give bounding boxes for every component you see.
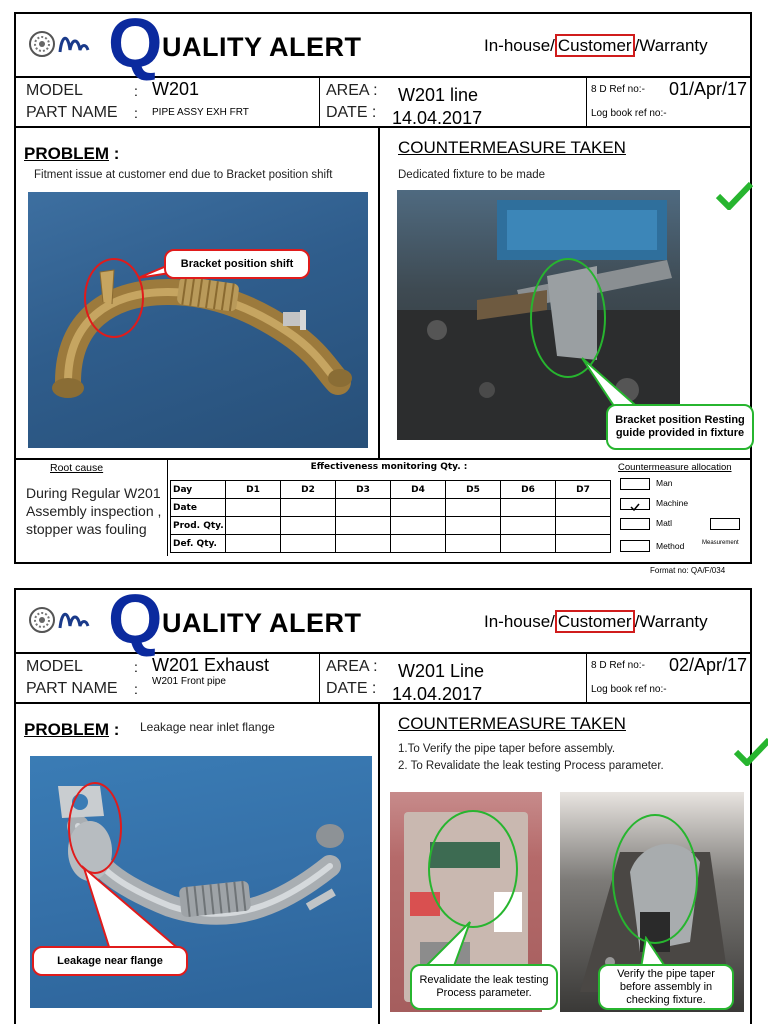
problem-photo-pipe — [28, 192, 368, 448]
countermeasure-step-1: 1.To Verify the pipe taper before assembly. — [398, 743, 616, 755]
part-name-value: PIPE ASSY EXH FRT — [152, 107, 249, 118]
problem-heading: PROBLEM : — [24, 720, 120, 739]
check-mark-icon — [732, 736, 768, 766]
table-cell — [226, 499, 281, 517]
allocation-title: Countermeasure allocation — [618, 462, 732, 473]
colon: : — [134, 659, 138, 675]
company-logo — [28, 28, 98, 60]
exhaust-pipe-drawing — [28, 192, 368, 448]
countermeasure-section — [380, 704, 754, 1024]
problem-callout: Leakage near flange — [32, 946, 188, 976]
allocation-checkbox-measurement — [710, 518, 740, 530]
area-label: AREA : — [326, 82, 378, 99]
problem-section — [16, 704, 380, 1024]
date-value: 14.04.2017 — [392, 684, 483, 704]
problem-description: Leakage near inlet flange — [140, 720, 275, 734]
countermeasure-heading: COUNTERMEASURE TAKEN — [398, 714, 626, 733]
table-cell — [336, 499, 391, 517]
table-cell — [391, 499, 446, 517]
table-row — [171, 535, 611, 553]
logbook-ref-label: Log book ref no:- — [591, 684, 667, 695]
area-value: W201 Line — [398, 661, 485, 681]
allocation-label: Matl — [656, 518, 673, 528]
allocation-label: Machine — [656, 498, 689, 508]
problem-section — [16, 128, 380, 458]
countermeasure-highlight-ring — [612, 814, 698, 944]
logbook-ref-label: Log book ref no:- — [591, 108, 667, 119]
table-header: D4 — [391, 481, 446, 499]
root-cause-cell — [16, 460, 168, 556]
scope-warranty: /Warranty — [634, 612, 708, 631]
row-label: Def. Qty. — [171, 535, 226, 553]
colon: : — [134, 105, 138, 121]
part-name-value: W201 Front pipe — [152, 676, 226, 687]
date-label: DATE : — [326, 680, 377, 697]
monitoring-section — [16, 458, 750, 556]
colon: : — [134, 681, 138, 697]
table-cell — [391, 535, 446, 553]
table-cell — [336, 517, 391, 535]
area-value: W201 line — [398, 85, 479, 105]
countermeasure-callout: Bracket position Resting guide provided in fixture — [606, 404, 754, 450]
effectiveness-table — [170, 480, 611, 553]
8d-ref-value: 01/Apr/17 — [669, 79, 748, 99]
table-cell — [501, 517, 556, 535]
countermeasure-description: Dedicated fixture to be made — [398, 169, 546, 181]
scope-inhouse: In-house/ — [484, 612, 555, 631]
alert-header — [16, 4, 750, 82]
colon: : — [134, 83, 138, 99]
table-header: D7 — [556, 481, 611, 499]
allocation-checkbox-machine — [620, 498, 650, 510]
countermeasure-callout-leak-test: Revalidate the leak testing Process parameter. — [410, 964, 558, 1010]
area-date-cell — [320, 654, 587, 702]
table-header: D6 — [501, 481, 556, 499]
table-cell — [556, 535, 611, 553]
8d-ref-label: 8 D Ref no:- — [591, 660, 645, 671]
table-cell — [446, 499, 501, 517]
part-name-label: PART NAME — [26, 680, 118, 697]
scope-warranty: /Warranty — [634, 36, 708, 55]
table-row — [171, 517, 611, 535]
table-cell — [501, 535, 556, 553]
root-cause-text: During Regular W201 Assembly inspection , stopper was fouling — [26, 485, 162, 537]
allocation-checkbox-man — [620, 478, 650, 490]
company-logo — [28, 604, 98, 636]
countermeasure-step-2: 2. To Revalidate the leak testing Process parameter. — [398, 760, 664, 772]
countermeasure-allocation — [614, 460, 754, 556]
allocation-checkbox-method — [620, 540, 650, 552]
countermeasure-callout-taper: Verify the pipe taper before assembly in checking fixture. — [598, 964, 734, 1010]
model-label: MODEL — [26, 658, 83, 675]
scope-line — [484, 612, 708, 632]
table-header: D1 — [226, 481, 281, 499]
area-label: AREA : — [326, 658, 378, 675]
problem-highlight-ring — [68, 782, 122, 874]
check-mark-icon — [714, 180, 754, 210]
table-header: D3 — [336, 481, 391, 499]
row-label: Date — [171, 499, 226, 517]
scope-customer-selected: Customer — [555, 610, 635, 633]
countermeasure-heading: COUNTERMEASURE TAKEN — [398, 138, 626, 157]
problem-description: Fitment issue at customer end due to Bracket position shift — [34, 169, 333, 181]
countermeasure-section — [380, 128, 754, 458]
model-value: W201 — [152, 79, 200, 99]
table-row — [171, 499, 611, 517]
meta-row — [16, 654, 750, 704]
table-header: Day — [171, 481, 226, 499]
problem-callout: Bracket position shift — [164, 249, 310, 279]
root-cause-label: Root cause — [50, 462, 104, 474]
model-value: W201 Exhaust — [152, 655, 270, 675]
table-cell — [446, 535, 501, 553]
table-cell — [281, 499, 336, 517]
table-cell — [281, 535, 336, 553]
problem-highlight-ring — [84, 258, 144, 338]
allocation-label: Method — [656, 541, 685, 551]
callout-pointer — [420, 920, 490, 970]
scope-line — [484, 36, 708, 56]
table-header: D2 — [281, 481, 336, 499]
effectiveness-caption: Effectiveness monitoring Qty. : — [310, 462, 468, 472]
table-cell — [226, 517, 281, 535]
scope-customer-selected: Customer — [555, 34, 635, 57]
quality-alert-sheet-1 — [14, 4, 752, 564]
table-cell — [281, 517, 336, 535]
model-part-cell — [16, 78, 320, 126]
date-value: 14.04.2017 — [392, 108, 483, 128]
page-title: UALITY ALERT — [162, 32, 362, 62]
8d-ref-label: 8 D Ref no:- — [591, 84, 645, 95]
table-cell — [501, 499, 556, 517]
model-part-cell — [16, 654, 320, 702]
scope-inhouse: In-house/ — [484, 36, 555, 55]
area-date-cell — [320, 78, 587, 126]
countermeasure-highlight-ring — [428, 810, 518, 928]
title-letter-q: Q — [108, 580, 163, 658]
problem-heading: PROBLEM : — [24, 144, 120, 163]
table-cell — [556, 517, 611, 535]
date-label: DATE : — [326, 104, 377, 121]
format-number: Format no: QA/F/034 — [650, 566, 726, 575]
check-mark-icon — [621, 502, 649, 512]
row-label: Prod. Qty. — [171, 517, 226, 535]
table-cell — [336, 535, 391, 553]
alert-header — [16, 580, 750, 658]
table-header: D5 — [446, 481, 501, 499]
part-name-label: PART NAME — [26, 104, 118, 121]
quality-alert-sheet-2 — [14, 580, 752, 1024]
page-title: UALITY ALERT — [162, 608, 362, 638]
model-label: MODEL — [26, 82, 83, 99]
table-cell — [226, 535, 281, 553]
allocation-checkbox-matl — [620, 518, 650, 530]
table-cell — [446, 517, 501, 535]
table-header-row — [171, 481, 611, 499]
allocation-label: Man — [656, 478, 673, 488]
reference-cell — [587, 654, 754, 702]
allocation-label: Measurement — [702, 540, 739, 546]
table-cell — [556, 499, 611, 517]
title-letter-q: Q — [108, 4, 163, 82]
meta-row — [16, 78, 750, 128]
table-cell — [391, 517, 446, 535]
8d-ref-value: 02/Apr/17 — [669, 655, 748, 675]
reference-cell — [587, 78, 754, 126]
